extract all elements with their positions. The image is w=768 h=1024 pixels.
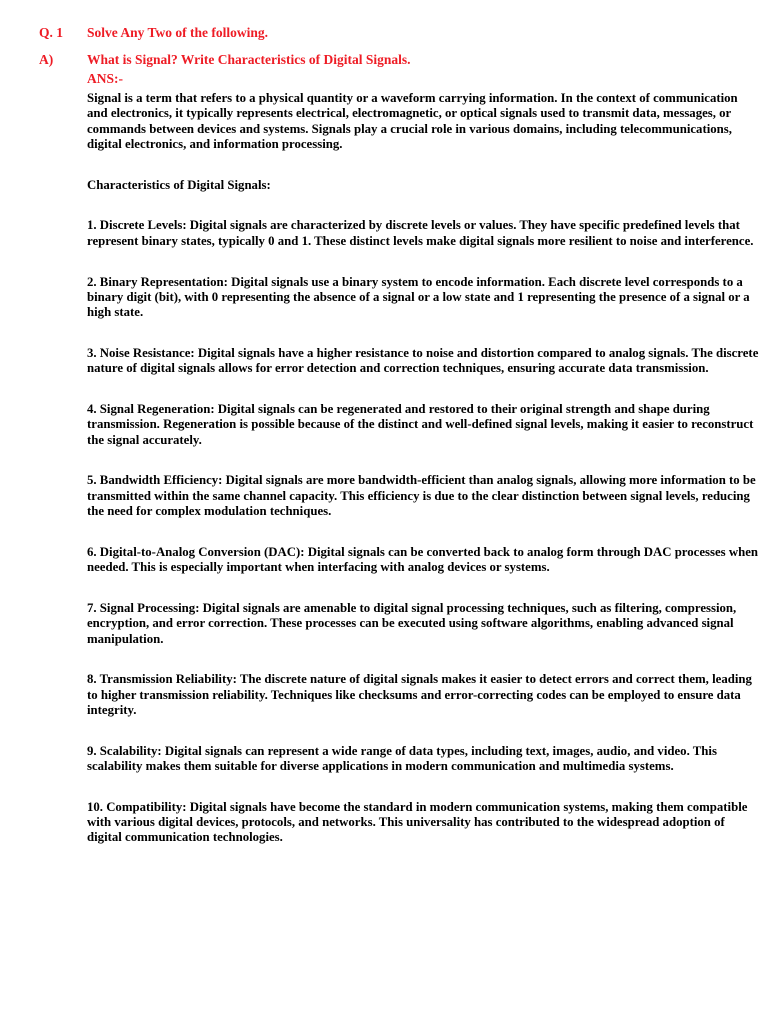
characteristic-item: 6. Digital-to-Analog Conversion (DAC): Digital signals can be converted back to analog form through DAC processes when needed. This is especially important when interfacing with analog devices or systems. — [87, 544, 758, 575]
answer-marker: ANS:- — [87, 71, 123, 86]
characteristic-item: 8. Transmission Reliability: The discrete nature of digital signals makes it easier to detect errors and correct them, leading to higher transmission reliability. Techniques like checksums and error-correcting codes can be employed to ensure data integrity. — [87, 672, 752, 717]
sub-question-label: A) — [39, 52, 54, 67]
characteristic-item: 10. Compatibility: Digital signals have become the standard in modern communication systems, making them compatible with various digital devices, protocols, and networks. This universality has contributed to the widespread adoption of digital communication technologies. — [87, 799, 748, 845]
characteristic-item: 1. Discrete Levels: Digital signals are characterized by discrete levels or values. They have specific predefined levels that represent binary states, typically 0 and 1. These distinct levels make digital signals more resilient to noise and interference. — [87, 218, 754, 248]
characteristics-heading: Characteristics of Digital Signals: — [87, 178, 271, 193]
characteristic-item: 2. Binary Representation: Digital signals use a binary system to encode information. Each discrete level corresponds to a binary digit (bit), with 0 representing the absence of a signal or a low state and 1 representing the presence of a signal or a high state. — [87, 274, 750, 320]
characteristic-item: 4. Signal Regeneration: Digital signals can be regenerated and restored to their original strength and shape during transmission. Regeneration is possible because of the distinct and well-defined signal levels, making it easier to reconstruct the signal accurately. — [87, 402, 754, 447]
question-instruction: Solve Any Two of the following. — [87, 25, 269, 40]
question-number: Q. 1 — [39, 25, 64, 40]
characteristic-item: 5. Bandwidth Efficiency: Digital signals are more bandwidth-efficient than analog signals, allowing more information to be transmitted within the same channel capacity. This efficiency is due to the clear distinction between signal levels, reducing the need for complex modulation techniques. — [87, 473, 756, 519]
answer-body — [87, 91, 761, 871]
characteristic-item: 9. Scalability: Digital signals can represent a wide range of data types, including text, images, audio, and video. This scalability makes them suitable for diverse applications in modern communication and multimedia systems. — [87, 743, 717, 774]
characteristic-item: 7. Signal Processing: Digital signals are amenable to digital signal processing techniques, such as filtering, compression, encryption, and error correction. These processes can be executed using software algorithms, enabling advanced signal manipulation. — [87, 600, 737, 646]
characteristic-item: 3. Noise Resistance: Digital signals have a higher resistance to noise and distortion compared to analog signals. The discrete nature of digital signals allows for error detection and correction techniques, ensuring accurate data transmission. — [87, 345, 759, 376]
sub-question-text: What is Signal? Write Characteristics of Digital Signals. — [87, 52, 411, 67]
answer-intro-paragraph: Signal is a term that refers to a physical quantity or a waveform carrying information. In the context of communication and electronics, it typically represents electrical, electromagnetic, or optical signals used to transmit data, messages, or commands between devices and systems. Signals play a crucial role in various domains, including telecommunications, digital electronics, and information processing. — [87, 91, 738, 151]
